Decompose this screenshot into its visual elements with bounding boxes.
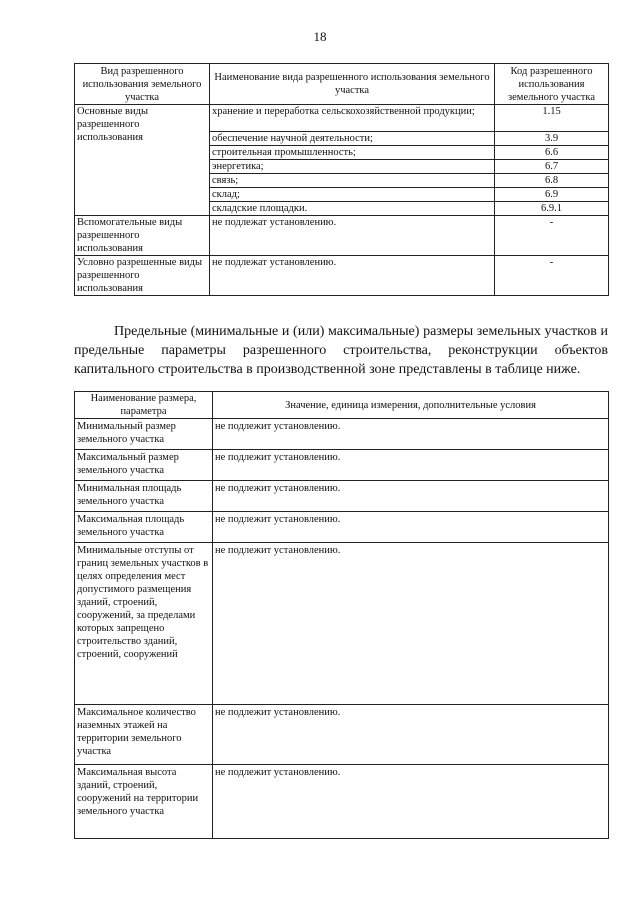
use-name: складские площадки. xyxy=(210,202,495,216)
param-value: не подлежит установлению. xyxy=(213,481,609,512)
use-name: обеспечение научной деятельности; xyxy=(210,132,495,146)
use-code: 6.6 xyxy=(495,146,609,160)
table-row xyxy=(75,543,609,705)
use-name: хранение и переработка сельскохозяйственной продукции; xyxy=(210,105,495,132)
param-value: не подлежит установлению. xyxy=(213,543,609,705)
use-code: 3.9 xyxy=(495,132,609,146)
header-use-name: Наименование вида разрешенного использования земельного участка xyxy=(210,64,495,105)
use-code: 6.9 xyxy=(495,188,609,202)
use-code: 6.7 xyxy=(495,160,609,174)
param-value: не подлежит установлению. xyxy=(213,765,609,839)
header-param-name: Наименование размера, параметра xyxy=(75,392,213,419)
use-code: 1.15 xyxy=(495,105,609,132)
use-code: - xyxy=(495,256,609,296)
param-value: не подлежит установлению. xyxy=(213,705,609,765)
table-row xyxy=(75,216,609,256)
header-param-value: Значение, единица измерения, дополнительные условия xyxy=(213,392,609,419)
param-value: не подлежит установлению. xyxy=(213,450,609,481)
table-row xyxy=(75,105,609,132)
table-row xyxy=(75,450,609,481)
param-name: Максимальная высота зданий, строений, сооружений на территории земельного участка xyxy=(75,765,213,839)
table-header-row xyxy=(75,64,609,105)
use-name: энергетика; xyxy=(210,160,495,174)
table-row xyxy=(75,481,609,512)
use-code: 6.8 xyxy=(495,174,609,188)
category-auxiliary: Вспомогательные виды разрешенного использования xyxy=(75,216,210,256)
use-name: строительная промышленность; xyxy=(210,146,495,160)
param-name: Максимальная площадь земельного участка xyxy=(75,512,213,543)
use-code: - xyxy=(495,216,609,256)
header-use-type: Вид разрешенного использования земельного участка xyxy=(75,64,210,105)
use-name: не подлежат установлению. xyxy=(210,256,495,296)
use-name: склад; xyxy=(210,188,495,202)
table-row xyxy=(75,512,609,543)
table-row xyxy=(75,765,609,839)
category-main: Основные виды разрешенного использования xyxy=(75,105,210,216)
header-use-code: Код разрешенного использования земельного участка xyxy=(495,64,609,105)
use-name: не подлежат установлению. xyxy=(210,216,495,256)
table-row xyxy=(75,705,609,765)
param-name: Максимальный размер земельного участка xyxy=(75,450,213,481)
permitted-uses-table xyxy=(74,63,609,296)
body-paragraph: Предельные (минимальные и (или) максимальные) размеры земельных участков и предельные параметры разрешенного строительства, реконструкции объектов капитального строительства в производственной зоне представлены в таблице ниже. xyxy=(74,324,608,377)
table-header-row xyxy=(75,392,609,419)
table-row xyxy=(75,419,609,450)
param-value: не подлежит установлению. xyxy=(213,512,609,543)
use-name: связь; xyxy=(210,174,495,188)
param-name: Минимальные отступы от границ земельных участков в целях определения мест допустимого размещения зданий, строений, сооружений, за пределами которых запрещено строительство зданий, строений, сооружений xyxy=(75,543,213,705)
param-name: Минимальная площадь земельного участка xyxy=(75,481,213,512)
param-name: Максимальное количество наземных этажей на территории земельного участка xyxy=(75,705,213,765)
table-row xyxy=(75,256,609,296)
category-conditional: Условно разрешенные виды разрешенного использования xyxy=(75,256,210,296)
use-code: 6.9.1 xyxy=(495,202,609,216)
param-name: Минимальный размер земельного участка xyxy=(75,419,213,450)
page-number: 18 xyxy=(313,29,327,44)
param-value: не подлежит установлению. xyxy=(213,419,609,450)
parameters-table xyxy=(74,391,609,839)
